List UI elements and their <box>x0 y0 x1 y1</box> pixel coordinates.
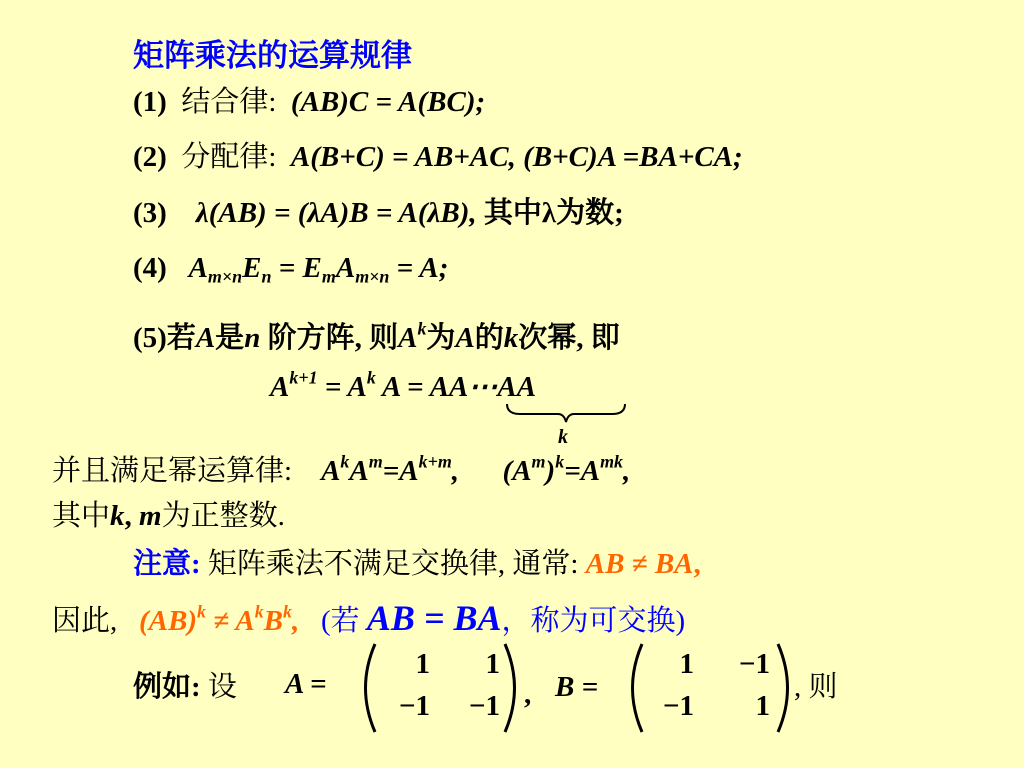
el-f3s: k+m <box>418 451 452 472</box>
rule-5-a2: A <box>398 322 418 354</box>
rule-5-k: k <box>417 318 427 339</box>
cn-eq: AB = BA <box>366 598 502 638</box>
rule-3-formula: λ(AB) = (λA)B = A(λB), <box>195 197 477 229</box>
where-c: 为正整数. <box>161 500 285 532</box>
th-lhs-sup: k <box>197 601 206 622</box>
cn-paren: (若 <box>321 605 360 637</box>
el-f6s: k <box>555 451 565 472</box>
where-m: m <box>139 500 162 532</box>
el-f7: =A <box>564 455 601 487</box>
example-then: , 则 <box>794 671 838 703</box>
note-text: 矩阵乘法不满足交换律, 通常: <box>207 548 579 580</box>
note-label: 注意: <box>133 548 201 580</box>
el-f1s: k <box>340 451 350 472</box>
page-title: 矩阵乘法的运算规律 <box>133 38 412 73</box>
note-comma: , <box>693 548 701 580</box>
power-eq1: = A <box>317 371 367 403</box>
matrix-a-right-bracket <box>505 644 515 732</box>
matrix-b-label: B = <box>555 671 599 703</box>
where-k: k <box>110 500 125 532</box>
power-product: AA⋯A <box>429 371 517 403</box>
rule-4-sub-2: n <box>261 266 272 287</box>
rule-3-number: (3) <box>133 197 167 229</box>
rule-4-a: A <box>188 252 208 284</box>
el-f2s: m <box>368 451 383 472</box>
el-f5: (A <box>502 455 532 487</box>
rule-4-sub-1: m×n <box>207 266 243 287</box>
power-lhs-sup: k+1 <box>289 367 318 388</box>
rule-2-name: 分配律: <box>181 141 277 173</box>
where-a: 其中 <box>52 500 111 532</box>
rule-5-text-c: 为 <box>426 322 456 354</box>
el-f4: , <box>451 455 460 487</box>
matrix-a-cell: −1 <box>398 690 430 722</box>
matrix-b-right-bracket <box>778 644 788 732</box>
power-mid: A = <box>375 371 430 403</box>
el-f7s: mk <box>600 451 624 472</box>
power-sup-k: k <box>366 367 376 388</box>
rule-5-n: n <box>244 322 261 354</box>
where-b: , <box>124 500 140 532</box>
example-label: 例如: <box>133 671 201 703</box>
cn-mid: ，称为可交换) <box>501 605 686 637</box>
matrix-a-cell: 1 <box>485 648 500 680</box>
el-f6: ) <box>545 455 556 487</box>
example-set: 设 <box>207 671 237 703</box>
rule-4-sub-3: m <box>321 266 336 287</box>
el-f5s: m <box>531 451 546 472</box>
rule-4-sub-4: m×n <box>355 266 390 287</box>
note-inequality: AB ≠ BA <box>585 548 694 580</box>
el-f3: =A <box>382 455 419 487</box>
therefore-prefix: 因此, <box>52 605 118 637</box>
matrix-b-cell: 1 <box>679 648 694 680</box>
rule-4-a2: A <box>335 252 356 284</box>
th-sup1: k <box>254 601 264 622</box>
rule-4-e: E <box>242 252 262 284</box>
rule-5-is: 是 <box>215 322 245 354</box>
underbrace-label: k <box>558 426 568 448</box>
rule-4-end: = A; <box>389 252 449 284</box>
rule-4-eq: = E <box>271 252 322 284</box>
rule-5-text-e: 次幂, 即 <box>518 322 620 354</box>
rule-5-k2: k <box>503 322 519 354</box>
matrix-a-cell: 1 <box>415 648 430 680</box>
rule-2-formula: A(B+C) = AB+AC, (B+C)A =BA+CA; <box>290 141 743 173</box>
rule-1-number: (1) <box>133 86 167 118</box>
rule-5-a3: A <box>455 322 475 354</box>
example-sep: , <box>524 678 532 710</box>
rule-5-text-d: 的 <box>474 322 504 354</box>
matrix-a-label: A = <box>285 668 327 700</box>
power-lhs: A <box>270 371 290 403</box>
matrix-b-cell: −1 <box>738 648 770 680</box>
rule-1-name: 结合律: <box>181 86 277 118</box>
power-end: A <box>516 371 537 403</box>
matrix-b-cell: 1 <box>755 690 770 722</box>
rule-4-number: (4) <box>133 252 167 284</box>
th-sup2: k <box>283 601 292 622</box>
el-f1: A <box>321 455 341 487</box>
el-f2: A <box>349 455 369 487</box>
rule-1-formula: (AB)C = A(BC); <box>290 86 486 118</box>
exponent-prefix: 并且满足幂运算律: <box>52 455 293 487</box>
matrix-b-cell: −1 <box>662 690 694 722</box>
rule-3-tail: 其中λ为数; <box>483 197 624 229</box>
rule-5-a: A <box>195 322 216 354</box>
matrix-a-cell: −1 <box>468 690 500 722</box>
th-b: B <box>263 605 284 637</box>
el-f8: , <box>623 455 631 487</box>
rule-2-number: (2) <box>133 141 167 173</box>
th-lhs: (AB) <box>139 605 198 637</box>
th-comma: , <box>292 605 300 637</box>
rule-5-text-a: (5)若 <box>133 322 196 354</box>
th-neq: ≠ A <box>206 605 255 637</box>
rule-5-text-b: 阶方阵, 则 <box>260 322 399 354</box>
